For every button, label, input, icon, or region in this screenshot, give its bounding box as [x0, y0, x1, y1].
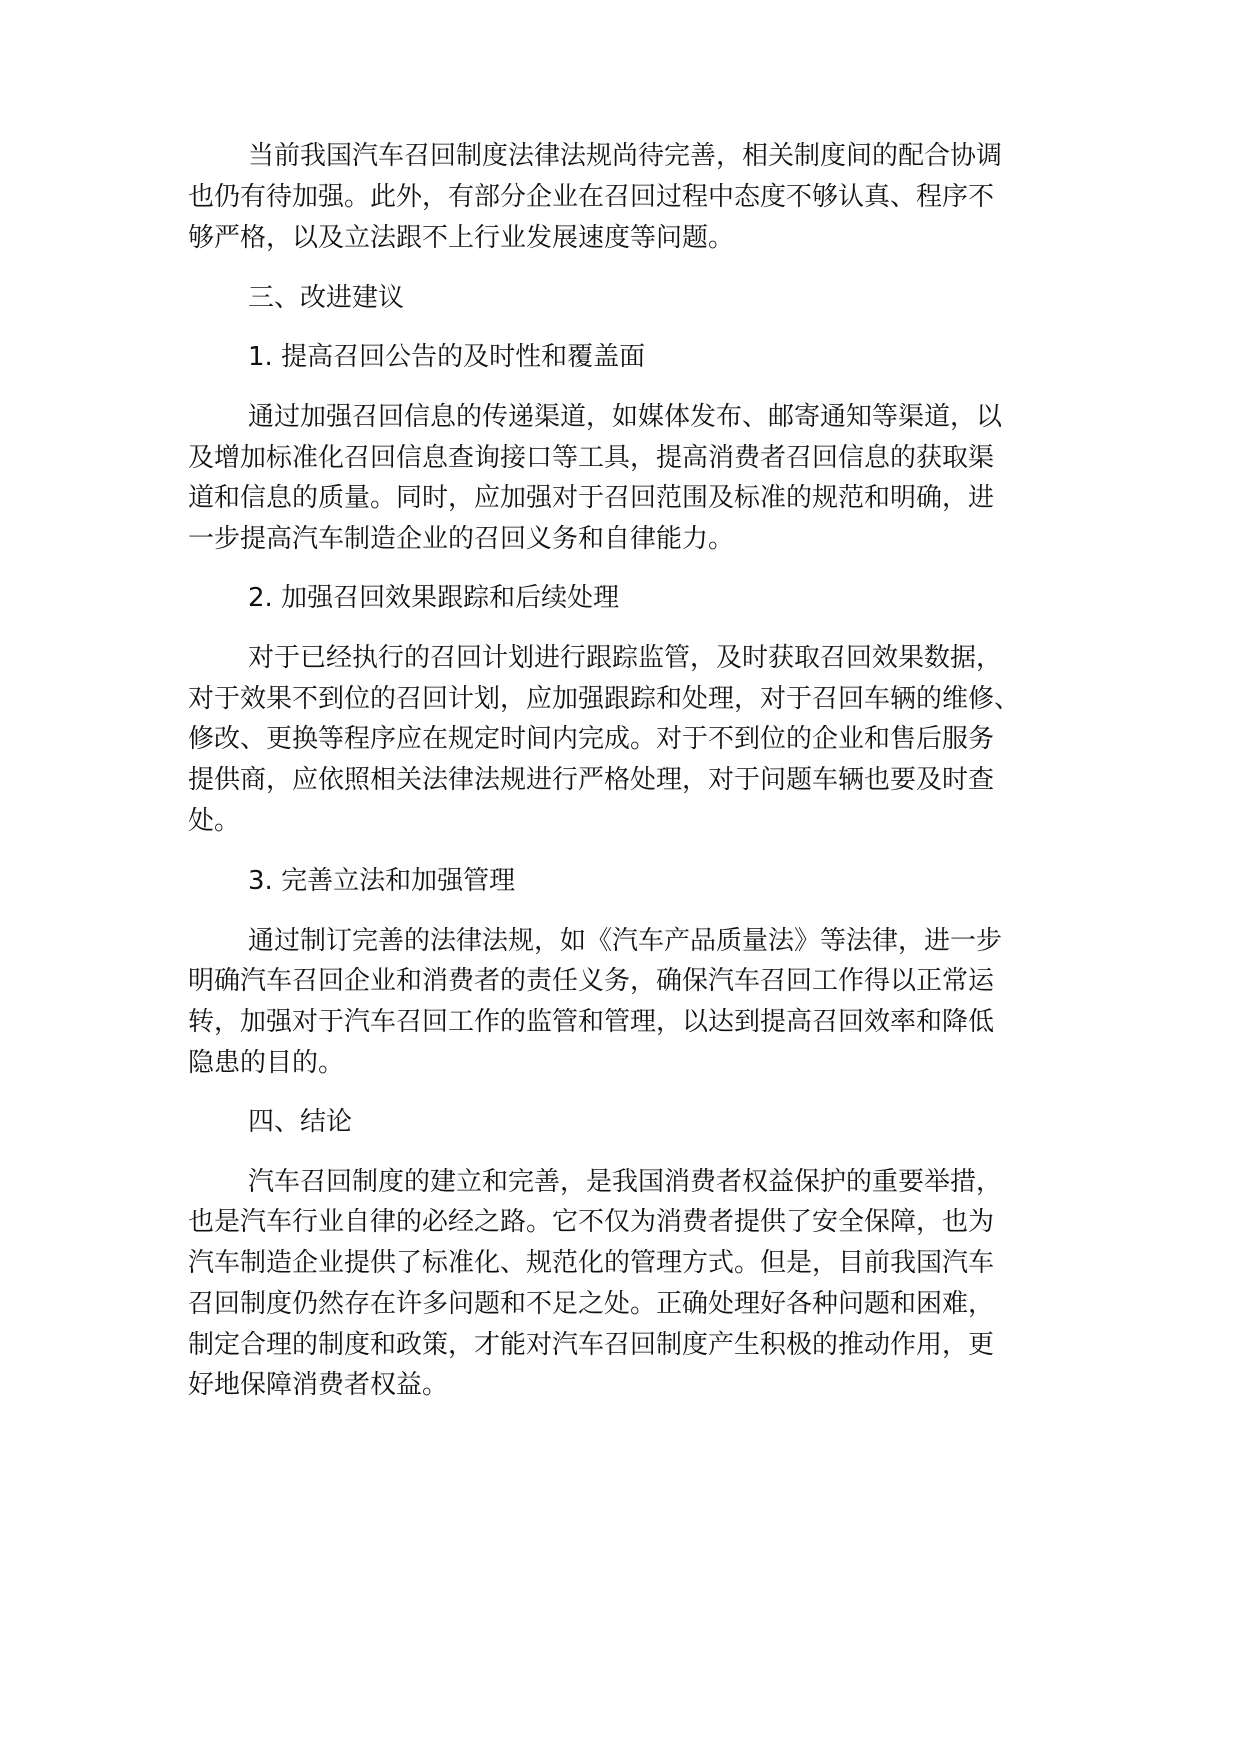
- paragraph-line: 及增加标准化召回信息查询接口等工具，提高消费者召回信息的获取渠: [188, 443, 995, 473]
- paragraph-line: 制定合理的制度和政策，才能对汽车召回制度产生积极的推动作用，更: [188, 1330, 995, 1360]
- paragraph-line: 对于效果不到位的召回计划，应加强跟踪和处理，对于召回车辆的维修、: [188, 684, 1021, 714]
- paragraph-line: 汽车制造企业提供了标准化、规范化的管理方式。但是，目前我国汽车: [188, 1248, 995, 1278]
- paragraph-line: 转，加强对于汽车召回工作的监管和管理，以达到提高召回效率和降低: [188, 1007, 995, 1037]
- paragraph-line: 也仍有待加强。此外，有部分企业在召回过程中态度不够认真、程序不: [188, 182, 995, 212]
- paragraph-line: 道和信息的质量。同时，应加强对于召回范围及标准的规范和明确，进: [188, 483, 995, 513]
- paragraph-line: 也是汽车行业自律的必经之路。它不仅为消费者提供了安全保障，也为: [188, 1207, 995, 1237]
- paragraph-line: 对于已经执行的召回计划进行跟踪监管，及时获取召回效果数据，: [248, 643, 1003, 673]
- section-heading-improvement-suggestions: 三、改进建议: [248, 283, 405, 313]
- paragraph-line: 好地保障消费者权益。: [188, 1370, 449, 1400]
- subheading-2: 2. 加强召回效果跟踪和后续处理: [248, 583, 620, 613]
- paragraph-line: 修改、更换等程序应在规定时间内完成。对于不到位的企业和售后服务: [188, 724, 995, 754]
- paragraph-line: 通过制订完善的法律法规，如《汽车产品质量法》等法律，进一步: [248, 926, 1003, 956]
- paragraph-line: 当前我国汽车召回制度法律法规尚待完善，相关制度间的配合协调: [248, 141, 1003, 171]
- paragraph-line: 够严格，以及立法跟不上行业发展速度等问题。: [188, 223, 735, 253]
- paragraph-line: 隐患的目的。: [188, 1048, 345, 1078]
- subheading-3: 3. 完善立法和加强管理: [248, 866, 516, 896]
- paragraph-line: 召回制度仍然存在许多问题和不足之处。正确处理好各种问题和困难，: [188, 1289, 995, 1319]
- subheading-1: 1. 提高召回公告的及时性和覆盖面: [248, 342, 646, 372]
- paragraph-line: 一步提高汽车制造企业的召回义务和自律能力。: [188, 524, 735, 554]
- paragraph-line: 汽车召回制度的建立和完善，是我国消费者权益保护的重要举措，: [248, 1167, 1003, 1197]
- paragraph-line: 通过加强召回信息的传递渠道，如媒体发布、邮寄通知等渠道，以: [248, 402, 1003, 432]
- paragraph-line: 提供商，应依照相关法律法规进行严格处理，对于问题车辆也要及时查: [188, 765, 995, 795]
- paragraph-line: 明确汽车召回企业和消费者的责任义务，确保汽车召回工作得以正常运: [188, 966, 995, 996]
- paragraph-line: 处。: [188, 806, 241, 836]
- section-heading-conclusion: 四、结论: [248, 1107, 353, 1137]
